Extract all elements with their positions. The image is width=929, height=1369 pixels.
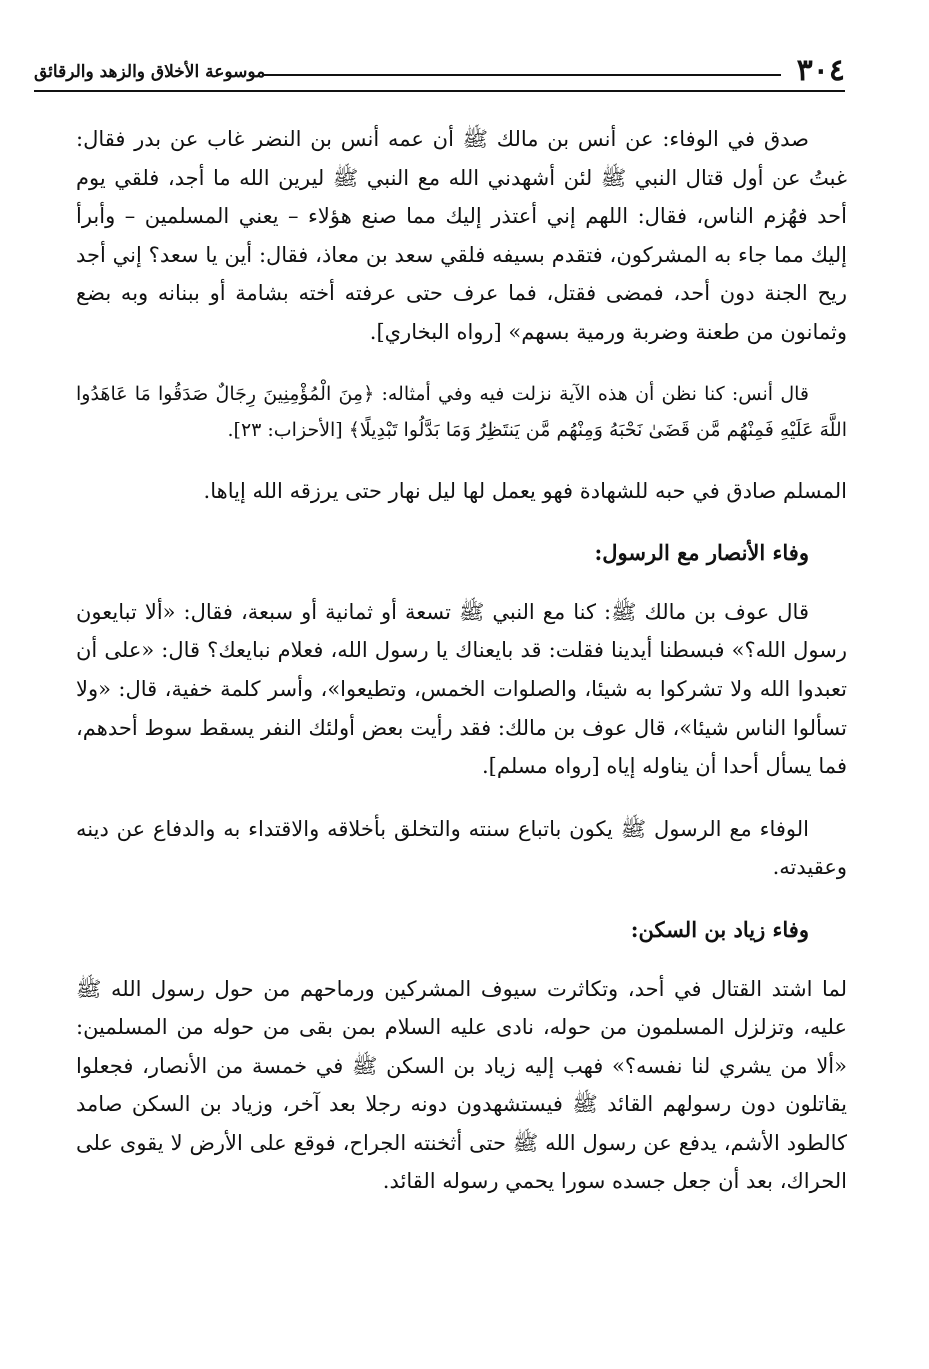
section-heading-ziyad-loyalty: وفاء زياد بن السكن:: [630, 916, 809, 942]
paragraph-ziyad-bin-sakan: لما اشتد القتال في أحد، وتكاثرت سيوف المشركين ورماحهم من حول رسول الله ﷺ عليه، وتزلزل المسلمون من حوله، نادى عليه السلام بمن بقى من حوله من المسلمين: «ألا من يشري لنا نفسه؟» فهب إليه زياد بن السكن ﷺ في خمسة من الأنصار، فجعلوا يقاتلون دون رسولهم القائد ﷺ فيستشهدون دونه رجلا بعد آخر، وزياد بن السكن صامد كالطود الأشم، يدفع عن رسول الله ﷺ حتى أثخنته الجراح، فوقع على الأرض لا يقوى على الحراك، بعد أن جعل جسده سورا يحمي رسوله القائد.: [76, 976, 847, 1194]
paragraph-quran-verse: قال أنس: كنا نظن أن هذه الآية نزلت فيه وفي أمثاله: ﴿مِنَ الْمُؤْمِنِينَ رِجَالٌ صَدَقُوا مَا عَاهَدُوا اللَّهَ عَلَيْهِ فَمِنْهُم مَّن قَضَىٰ نَحْبَهُ وَمِنْهُم مَّن يَنتَظِرُ وَمَا بَدَّلُوا تَبْدِيلًا﴾ [الأحزاب: ٢٣].: [76, 382, 847, 441]
paragraph-awf-bin-malik: قال عوف بن مالك ﷺ: كنا مع النبي ﷺ تسعة أو ثمانية أو سبعة، فقال: «ألا تبايعون رسول الله؟» فبسطنا أيدينا فقلت: قد بايعناك يا رسول الله، فعلام نبايعك؟ قال: «على أن تعبدوا الله ولا تشركوا به شيئا، والصلوات الخمس، وتطيعوا»، وأسر كلمة خفية، قال: «ولا تسألوا الناس شيئا»، قال عوف بن مالك: فقد رأيت بعض أولئك النفر يسقط سوط أحدهم، فما يسأل أحدا أن يناوله إياه [رواه مسلم].: [76, 599, 847, 779]
paragraph-loyalty-to-messenger: الوفاء مع الرسول ﷺ يكون باتباع سنته والتخلق بأخلاقه والاقتداء به والدفاع عن دينه وعقيدته.: [76, 816, 847, 880]
header-rule: [34, 90, 845, 92]
book-title: موسوعة الأخلاق والزهد والرقائق: [34, 62, 266, 82]
paragraph-anas-loyalty: صدق في الوفاء: عن أنس بن مالك ﷺ أن عمه أنس بن النضر غاب عن بدر فقال: غبتُ عن أول قتال النبي ﷺ لئن أشهدني الله مع النبي ﷺ ليرين الله ما أجد، فلقي يوم أحد فهُزم الناس، فقال: اللهم إني أعتذر إليك مما صنع هؤلاء – يعني المسلمين – وأبرأ إليك مما جاء به المشركون، فتقدم بسيفه فلقي سعد بن معاذ، فقال: أين يا سعد؟ إني أجد ريح الجنة دون أحد، فمضى فقتل، فما عرف حتى عرفته أخته بشامة أو ببنانه وبه بضع وثمانون من طعنة وضربة ورمية بسهم» [رواه البخاري].: [76, 127, 847, 344]
paragraph-martyrdom-love: المسلم صادق في حبه للشهادة فهو يعمل لها ليل نهار حتى يرزقه الله إياها.: [203, 478, 847, 503]
page-header: [34, 52, 845, 98]
page-content: [76, 120, 847, 1225]
page-number: ٣٠٤: [796, 53, 845, 88]
section-heading-ansar-loyalty: وفاء الأنصار مع الرسول:: [594, 540, 809, 566]
header-rule-short: [262, 74, 781, 76]
